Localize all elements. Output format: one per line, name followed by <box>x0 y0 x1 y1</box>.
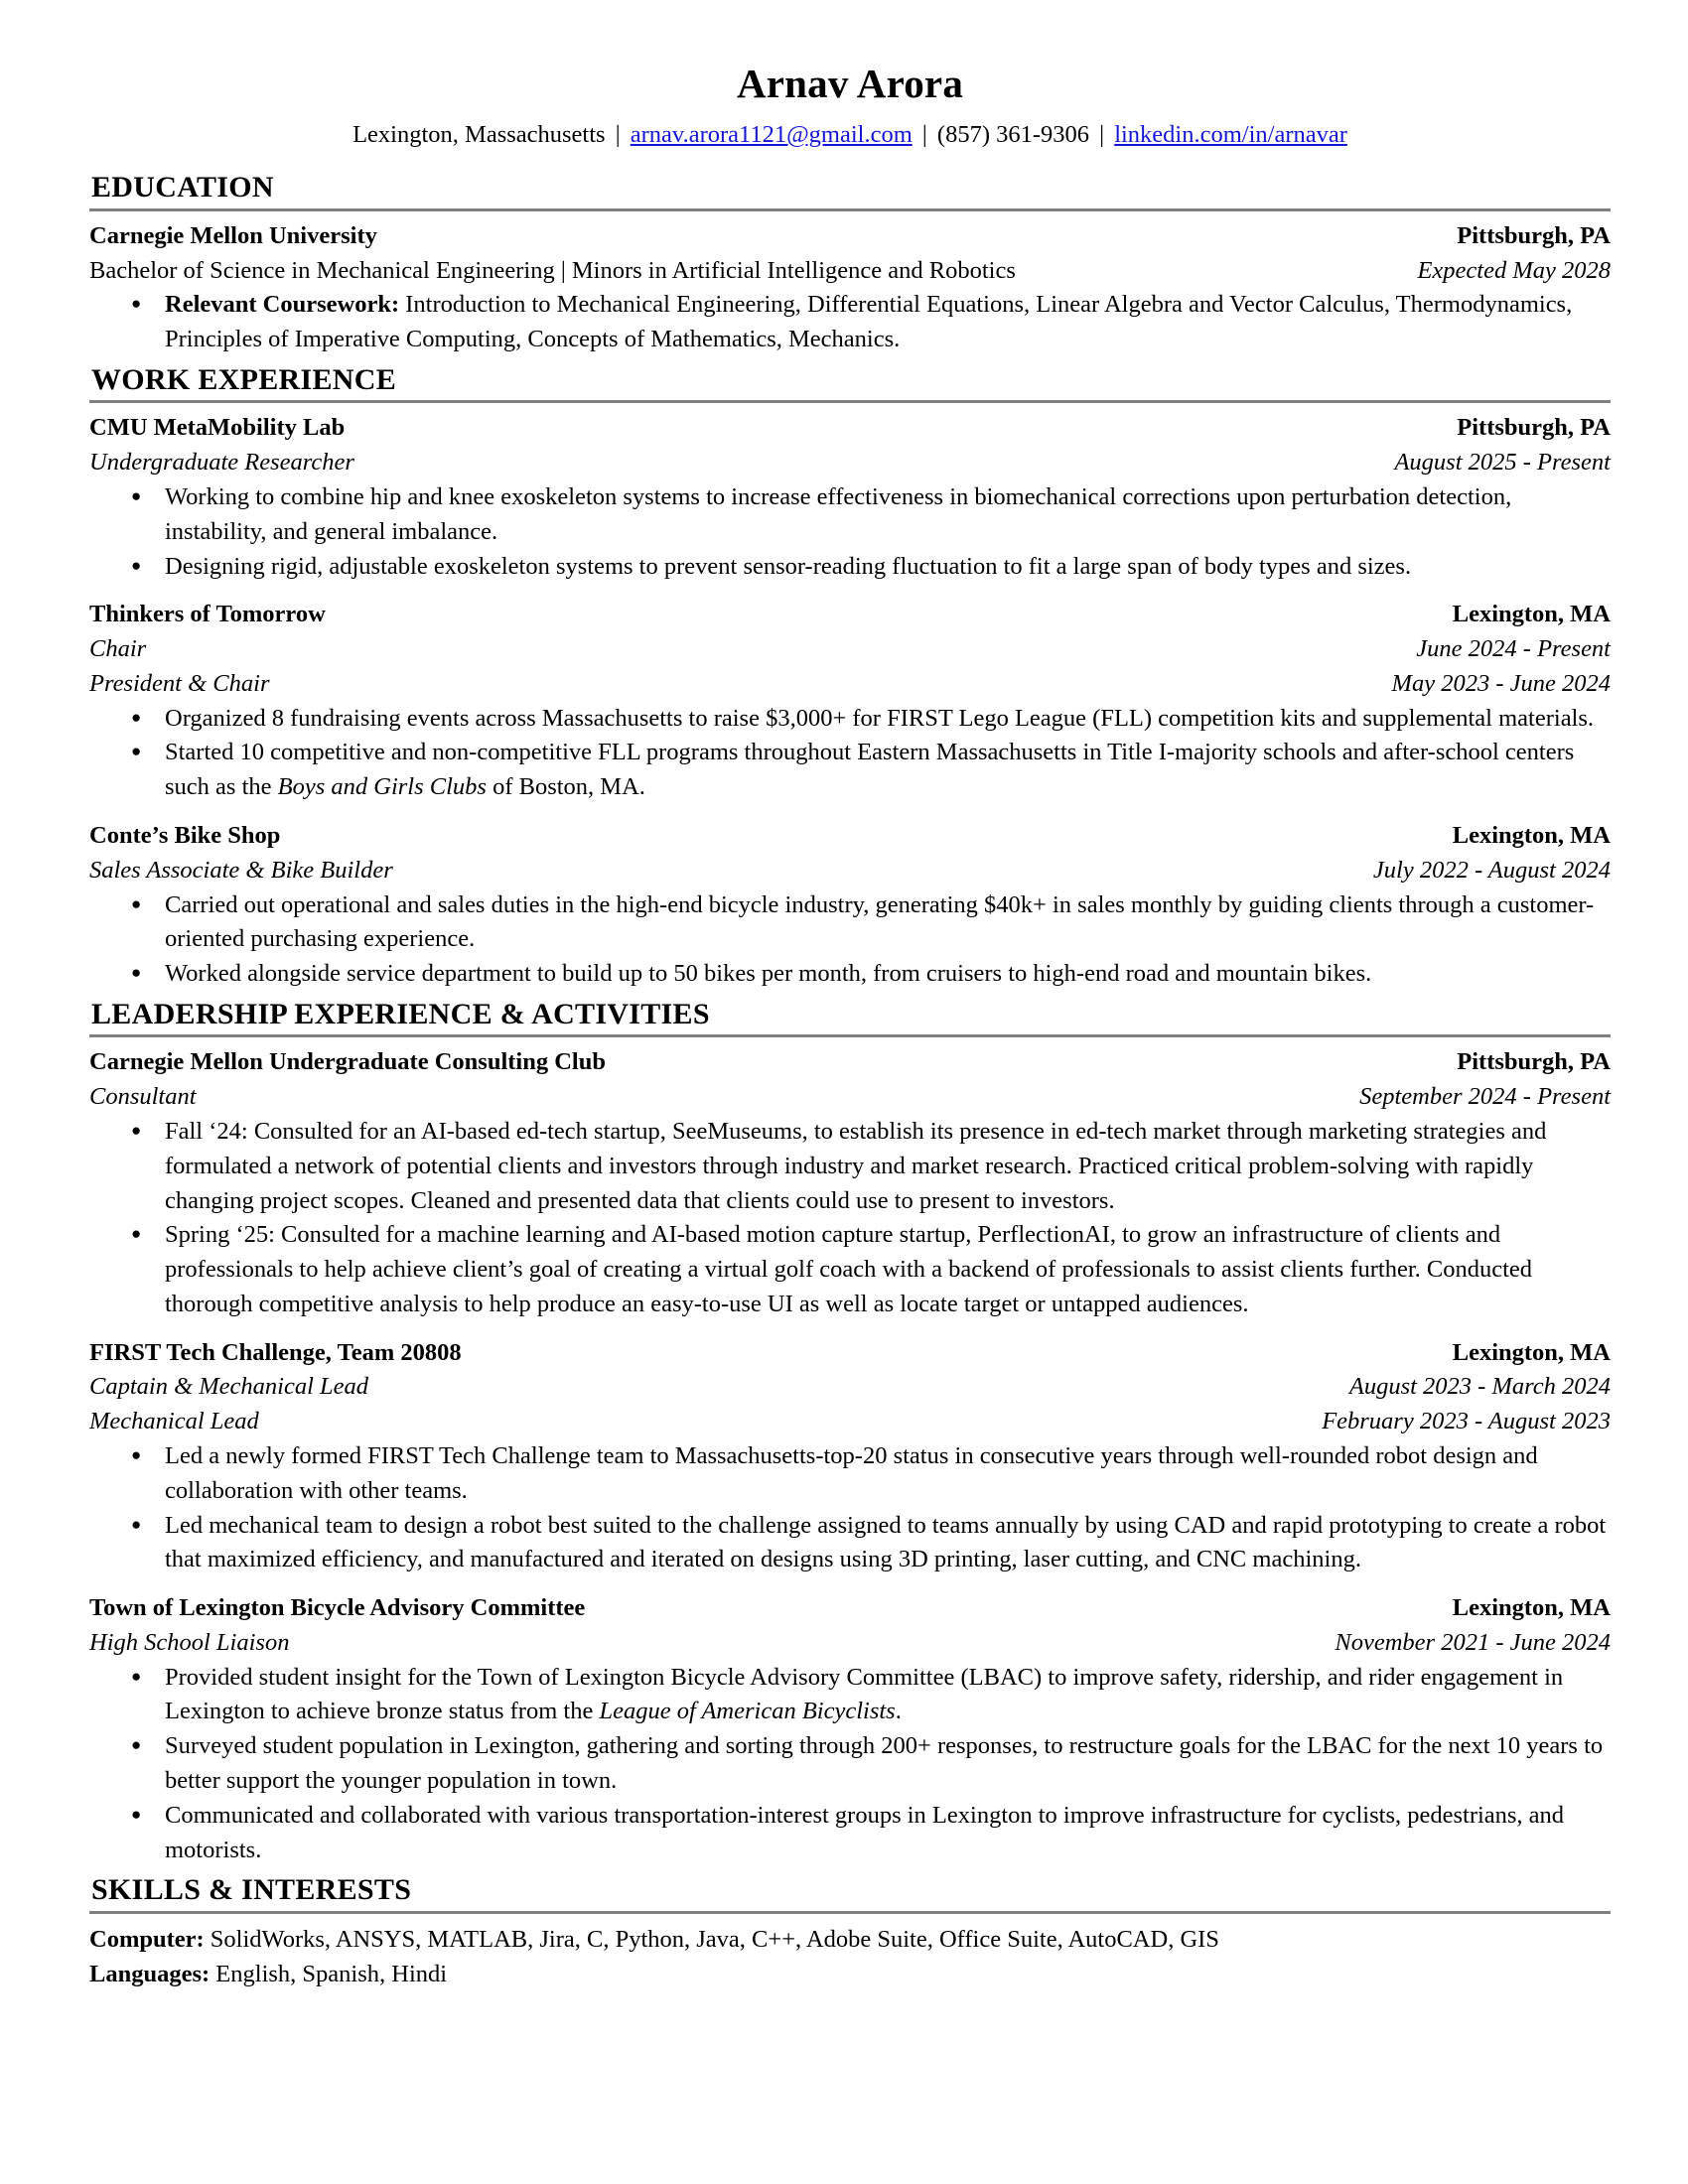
leadership-bullet-list <box>89 1439 1611 1577</box>
bullet-text-italic: Boys and Girls Clubs <box>277 773 487 801</box>
skills-row-computer <box>89 1922 1611 1958</box>
leadership-org: FIRST Tech Challenge, Team 20808 <box>89 1338 462 1366</box>
coursework-text: Introduction to Mechanical Engineering, Differential Equations, Linear Algebra and Vector Calculus, Thermodynamics, Principles of Imperative Computing, Concepts of Mathematics, Mechanics. <box>165 291 1573 353</box>
section-skills <box>89 1873 1611 1992</box>
resume-header <box>89 62 1611 149</box>
coursework-label: Relevant Coursework: <box>165 291 400 319</box>
entry-header-row <box>89 1591 1611 1626</box>
leadership-entry <box>89 1591 1611 1867</box>
work-bullet-list <box>89 702 1611 805</box>
leadership-dates-secondary: February 2023 - August 2023 <box>1322 1408 1611 1435</box>
list-item: ● Worked alongside service department to build up to 50 bikes per month, from cruisers to high-end road and mountain bikes. <box>89 957 1611 992</box>
email-link[interactable]: arnav.arora1121@gmail.com <box>630 120 913 148</box>
linkedin-link[interactable]: linkedin.com/in/arnavar <box>1114 120 1347 148</box>
work-entry <box>89 411 1611 584</box>
section-title-skills: SKILLS & INTERESTS <box>91 1873 412 1907</box>
list-item: ● Fall ‘24: Consulted for an AI-based ed-tech startup, SeeMuseums, to establish its presence in ed-tech market through marketing strategies and formulated a network of potential clients and investors through industry and market research. Practiced critical problem-solving with rapidly changing project scopes. Cleaned and presented data that clients could use to present to investors. <box>89 1115 1611 1218</box>
section-title-work: WORK EXPERIENCE <box>91 362 397 396</box>
leadership-entry <box>89 1336 1611 1577</box>
entry-header-row <box>89 598 1611 632</box>
leadership-place: Lexington, MA <box>1452 1338 1611 1366</box>
section-divider-skills <box>89 1911 1611 1914</box>
list-item: ● Organized 8 fundraising events across Massachusetts to raise $3,000+ for FIRST Lego League (FLL) competition kits and supplemental materials. <box>89 702 1611 737</box>
list-item: ● Carried out operational and sales duties in the high-end bicycle industry, generating $40k+ in sales monthly by guiding clients through a customer-oriented purchasing experience. <box>89 888 1611 958</box>
work-dates-secondary: May 2023 - June 2024 <box>1391 669 1611 697</box>
bullet-text-post: . <box>895 1698 902 1725</box>
leadership-dates: November 2021 - June 2024 <box>1335 1628 1611 1656</box>
work-dates: June 2024 - Present <box>1416 635 1611 663</box>
work-role: Chair <box>89 635 147 663</box>
contact-separator-3: | <box>1099 120 1105 148</box>
work-bullet-list <box>89 888 1611 992</box>
work-dates: July 2022 - August 2024 <box>1372 856 1611 884</box>
contact-line <box>89 120 1611 149</box>
section-education <box>89 171 1611 357</box>
work-bullet-list <box>89 480 1611 584</box>
work-place: Lexington, MA <box>1452 822 1611 850</box>
list-item: ● Spring ‘25: Consulted for a machine learning and AI-based motion capture startup, PerflectionAI, to grow an infrastructure of clients and professionals to help achieve client’s goal of creating a virtual golf coach with a backend of professionals to assist clients further. Conducted thorough competitive analysis to help produce an easy-to-use UI as well as locate target or untapped audiences. <box>89 1218 1611 1321</box>
work-entry <box>89 598 1611 805</box>
education-dates: Expected May 2028 <box>1417 256 1611 284</box>
contact-location: Lexington, Massachusetts <box>352 120 606 148</box>
entry-header-row <box>89 411 1611 446</box>
entry-subheader-row <box>89 854 1611 888</box>
list-item: ● Led a newly formed FIRST Tech Challenge team to Massachusetts-top-20 status in consecutive years through well-rounded robot design and collaboration with other teams. <box>89 1439 1611 1509</box>
contact-separator-2: | <box>921 120 927 148</box>
work-role: Undergraduate Researcher <box>89 449 354 477</box>
education-entry <box>89 219 1611 357</box>
leadership-place: Pittsburgh, PA <box>1457 1048 1611 1076</box>
skills-value-computer: SolidWorks, ANSYS, MATLAB, Jira, C, Python, Java, C++, Adobe Suite, Office Suite, AutoCAD, GIS <box>204 1925 1219 1953</box>
list-item: ● Designing rigid, adjustable exoskeleton systems to prevent sensor-reading fluctuation to fit a large span of body types and sizes. <box>89 550 1611 585</box>
bullet-text-pre: Provided student insight for the Town of Lexington Bicycle Advisory Committee (LBAC) to improve safety, ridership, and rider engagement in Lexington to achieve bronze status from the <box>165 1663 1564 1725</box>
list-item: ● Led mechanical team to design a robot best suited to the challenge assigned to teams annually by using CAD and rapid prototyping to create a robot that maximized efficiency, and manufactured and iterated on designs using 3D printing, laser cutting, and CNC machining. <box>89 1509 1611 1578</box>
section-work-experience <box>89 363 1611 992</box>
work-place: Lexington, MA <box>1452 601 1611 628</box>
entry-header-row <box>89 1045 1611 1080</box>
leadership-entry <box>89 1045 1611 1321</box>
entry-header-row <box>89 219 1611 254</box>
entry-header-row <box>89 819 1611 854</box>
entry-subheader-row <box>89 1080 1611 1115</box>
leadership-org: Town of Lexington Bicycle Advisory Committee <box>89 1594 586 1622</box>
leadership-org: Carnegie Mellon Undergraduate Consulting Club <box>89 1048 606 1076</box>
section-leadership <box>89 998 1611 1867</box>
work-org: CMU MetaMobility Lab <box>89 414 346 442</box>
entry-subheader-row <box>89 446 1611 480</box>
work-org: Conte’s Bike Shop <box>89 822 281 850</box>
education-degree: Bachelor of Science in Mechanical Engineering | Minors in Artificial Intelligence and Robotics <box>89 256 1016 284</box>
entry-subheader-row <box>89 632 1611 667</box>
leadership-role: Captain & Mechanical Lead <box>89 1373 369 1401</box>
list-item <box>89 1661 1611 1730</box>
work-place: Pittsburgh, PA <box>1457 414 1611 442</box>
work-role: Sales Associate & Bike Builder <box>89 856 393 884</box>
entry-subheader-row-secondary <box>89 667 1611 702</box>
section-title-education: EDUCATION <box>91 171 274 205</box>
candidate-name: Arnav Arora <box>736 61 964 106</box>
contact-phone: (857) 361-9306 <box>936 120 1090 148</box>
section-title-leadership: LEADERSHIP EXPERIENCE & ACTIVITIES <box>91 997 710 1030</box>
education-org: Carnegie Mellon University <box>89 221 377 249</box>
work-entry <box>89 819 1611 992</box>
leadership-role-secondary: Mechanical Lead <box>89 1408 259 1435</box>
education-place: Pittsburgh, PA <box>1457 221 1611 249</box>
leadership-role: High School Liaison <box>89 1628 290 1656</box>
entry-subheader-row <box>89 1626 1611 1661</box>
bullet-text-pre: Started 10 competitive and non-competitive FLL programs throughout Eastern Massachusetts in Title I-majority schools and after-school centers such as the <box>165 739 1575 801</box>
bullet-text-italic: League of American Bicyclists <box>599 1698 896 1725</box>
list-item: ● Working to combine hip and knee exoskeleton systems to increase effectiveness in biomechanical corrections upon perturbation detection, instability, and general imbalance. <box>89 480 1611 550</box>
leadership-role: Consultant <box>89 1083 197 1111</box>
work-org: Thinkers of Tomorrow <box>89 601 326 628</box>
list-item: ● Surveyed student population in Lexington, gathering and sorting through 200+ responses, to restructure goals for the LBAC for the next 10 years to better support the younger population in town. <box>89 1729 1611 1799</box>
skills-label-computer: Computer: <box>89 1925 205 1953</box>
section-divider-leadership <box>89 1034 1611 1037</box>
skills-row-languages <box>89 1957 1611 1992</box>
skills-label-languages: Languages: <box>89 1961 211 1988</box>
list-item: ● Communicated and collaborated with various transportation-interest groups in Lexington to improve infrastructure for cyclists, pedestrians, and motorists. <box>89 1799 1611 1868</box>
work-dates: August 2025 - Present <box>1394 449 1611 477</box>
leadership-place: Lexington, MA <box>1452 1594 1611 1622</box>
contact-separator-1: | <box>615 120 621 148</box>
skills-value-languages: English, Spanish, Hindi <box>210 1961 448 1988</box>
leadership-dates: August 2023 - March 2024 <box>1348 1373 1611 1401</box>
bullet-text-post: of Boston, MA. <box>486 773 645 801</box>
list-item <box>89 736 1611 805</box>
work-role-secondary: President & Chair <box>89 669 270 697</box>
leadership-dates: September 2024 - Present <box>1359 1083 1611 1111</box>
entry-subheader-row-secondary <box>89 1405 1611 1439</box>
leadership-bullet-list <box>89 1661 1611 1868</box>
education-bullet-list <box>89 288 1611 357</box>
section-divider-work <box>89 400 1611 403</box>
entry-subheader-row <box>89 254 1611 289</box>
leadership-bullet-list <box>89 1115 1611 1322</box>
entry-subheader-row <box>89 1370 1611 1405</box>
list-item <box>89 288 1611 357</box>
section-divider-education <box>89 208 1611 211</box>
entry-header-row <box>89 1336 1611 1371</box>
